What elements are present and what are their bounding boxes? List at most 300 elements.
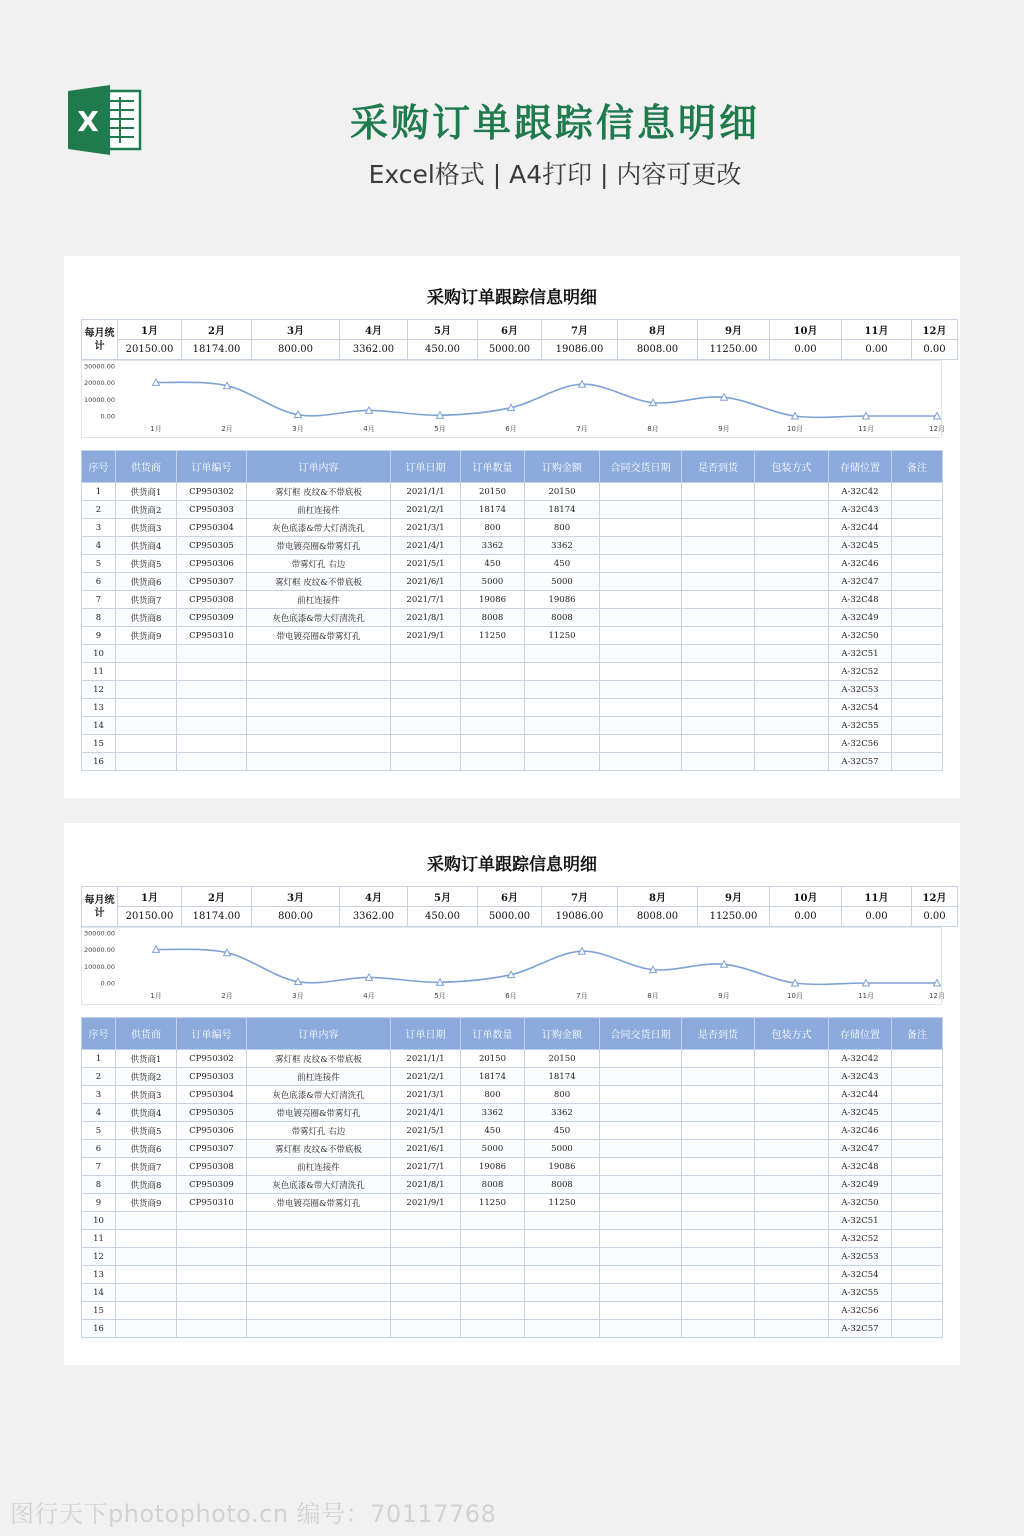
table-cell[interactable]: 8008 xyxy=(461,1176,525,1194)
table-cell[interactable]: 2021/6/1 xyxy=(391,1140,461,1158)
table-cell[interactable] xyxy=(600,1212,682,1230)
table-cell[interactable] xyxy=(682,609,755,627)
table-cell[interactable] xyxy=(391,753,461,771)
table-cell[interactable]: CP950310 xyxy=(177,1194,247,1212)
table-cell[interactable] xyxy=(600,1248,682,1266)
table-cell[interactable]: 带雾灯孔 右边 xyxy=(247,1122,391,1140)
table-cell[interactable]: A-32C54 xyxy=(829,699,892,717)
table-cell[interactable] xyxy=(892,501,943,519)
table-cell[interactable] xyxy=(391,1320,461,1338)
table-cell[interactable]: 供货商1 xyxy=(116,1050,177,1068)
table-cell[interactable] xyxy=(461,1248,525,1266)
table-cell[interactable]: 800 xyxy=(525,519,600,537)
table-cell[interactable]: CP950302 xyxy=(177,1050,247,1068)
table-cell[interactable] xyxy=(682,699,755,717)
table-cell[interactable] xyxy=(755,609,829,627)
table-cell[interactable]: 2021/9/1 xyxy=(391,627,461,645)
table-cell[interactable]: A-32C42 xyxy=(829,1050,892,1068)
table-cell[interactable] xyxy=(247,1230,391,1248)
table-cell[interactable]: 带电镀亮圈&带雾灯孔 xyxy=(247,1104,391,1122)
table-cell[interactable]: 供货商8 xyxy=(116,609,177,627)
table-cell[interactable] xyxy=(892,1050,943,1068)
table-cell[interactable] xyxy=(682,1068,755,1086)
table-cell[interactable] xyxy=(600,717,682,735)
table-cell[interactable] xyxy=(461,1212,525,1230)
table-cell[interactable]: A-32C57 xyxy=(829,1320,892,1338)
table-cell[interactable] xyxy=(525,1248,600,1266)
table-cell[interactable] xyxy=(755,1140,829,1158)
table-cell[interactable]: 6 xyxy=(82,1140,116,1158)
table-cell[interactable]: 供货商4 xyxy=(116,1104,177,1122)
table-cell[interactable]: 18174 xyxy=(525,501,600,519)
table-cell[interactable] xyxy=(755,1194,829,1212)
table-cell[interactable]: 灰色底漆&带大灯清洗孔 xyxy=(247,609,391,627)
table-cell[interactable] xyxy=(177,717,247,735)
table-cell[interactable] xyxy=(892,1122,943,1140)
table-cell[interactable]: CP950304 xyxy=(177,519,247,537)
table-cell[interactable] xyxy=(682,1284,755,1302)
table-cell[interactable] xyxy=(177,699,247,717)
table-cell[interactable] xyxy=(600,555,682,573)
table-cell[interactable] xyxy=(892,1194,943,1212)
table-cell[interactable] xyxy=(177,1230,247,1248)
table-cell[interactable] xyxy=(755,591,829,609)
table-cell[interactable]: 供货商1 xyxy=(116,483,177,501)
table-cell[interactable] xyxy=(682,1302,755,1320)
table-cell[interactable] xyxy=(755,1248,829,1266)
table-cell[interactable]: 7 xyxy=(82,1158,116,1176)
table-cell[interactable] xyxy=(600,1302,682,1320)
table-cell[interactable] xyxy=(892,1248,943,1266)
table-cell[interactable] xyxy=(892,1266,943,1284)
table-cell[interactable]: 20150 xyxy=(461,483,525,501)
table-cell[interactable]: CP950305 xyxy=(177,1104,247,1122)
table-cell[interactable] xyxy=(682,591,755,609)
table-cell[interactable] xyxy=(391,717,461,735)
table-cell[interactable] xyxy=(755,1050,829,1068)
table-cell[interactable]: A-32C50 xyxy=(829,627,892,645)
table-cell[interactable] xyxy=(525,717,600,735)
table-cell[interactable] xyxy=(892,1158,943,1176)
table-cell[interactable]: 供货商7 xyxy=(116,591,177,609)
table-cell[interactable] xyxy=(247,699,391,717)
table-cell[interactable] xyxy=(682,1248,755,1266)
table-cell[interactable]: 450 xyxy=(461,1122,525,1140)
table-cell[interactable]: 前杠连接件 xyxy=(247,501,391,519)
table-cell[interactable]: A-32C56 xyxy=(829,1302,892,1320)
table-cell[interactable] xyxy=(892,483,943,501)
table-cell[interactable] xyxy=(247,1248,391,1266)
table-cell[interactable] xyxy=(116,645,177,663)
table-cell[interactable] xyxy=(461,1230,525,1248)
table-cell[interactable]: A-32C47 xyxy=(829,573,892,591)
table-cell[interactable] xyxy=(682,1194,755,1212)
table-cell[interactable]: 2021/7/1 xyxy=(391,1158,461,1176)
table-cell[interactable]: 11250 xyxy=(525,1194,600,1212)
table-cell[interactable] xyxy=(461,681,525,699)
table-cell[interactable] xyxy=(682,483,755,501)
table-cell[interactable]: 11 xyxy=(82,663,116,681)
table-cell[interactable]: 19086 xyxy=(461,1158,525,1176)
table-cell[interactable] xyxy=(391,699,461,717)
table-cell[interactable]: 雾灯框 皮纹&不带底板 xyxy=(247,1140,391,1158)
table-cell[interactable] xyxy=(525,663,600,681)
table-cell[interactable]: 5000 xyxy=(461,1140,525,1158)
table-cell[interactable]: 450 xyxy=(525,555,600,573)
table-cell[interactable] xyxy=(600,1086,682,1104)
table-cell[interactable] xyxy=(116,1266,177,1284)
table-cell[interactable] xyxy=(177,1212,247,1230)
table-cell[interactable]: 16 xyxy=(82,1320,116,1338)
table-cell[interactable]: CP950310 xyxy=(177,627,247,645)
table-cell[interactable] xyxy=(682,627,755,645)
table-cell[interactable] xyxy=(755,537,829,555)
table-cell[interactable]: 供货商9 xyxy=(116,627,177,645)
table-cell[interactable] xyxy=(682,1158,755,1176)
table-cell[interactable] xyxy=(525,1320,600,1338)
table-cell[interactable] xyxy=(600,1068,682,1086)
table-cell[interactable]: CP950303 xyxy=(177,1068,247,1086)
table-cell[interactable] xyxy=(892,627,943,645)
table-cell[interactable] xyxy=(525,1284,600,1302)
table-cell[interactable]: A-32C45 xyxy=(829,1104,892,1122)
table-cell[interactable]: 12 xyxy=(82,681,116,699)
table-cell[interactable]: A-32C51 xyxy=(829,645,892,663)
table-cell[interactable] xyxy=(755,483,829,501)
table-cell[interactable]: 供货商3 xyxy=(116,519,177,537)
table-cell[interactable] xyxy=(461,1284,525,1302)
table-cell[interactable]: 18174 xyxy=(461,501,525,519)
table-cell[interactable] xyxy=(461,663,525,681)
table-cell[interactable] xyxy=(892,537,943,555)
table-cell[interactable]: CP950303 xyxy=(177,501,247,519)
table-cell[interactable]: A-32C42 xyxy=(829,483,892,501)
table-cell[interactable] xyxy=(116,735,177,753)
table-cell[interactable]: 11250 xyxy=(525,627,600,645)
table-cell[interactable]: 前杠连接件 xyxy=(247,591,391,609)
table-cell[interactable] xyxy=(247,663,391,681)
table-cell[interactable]: CP950309 xyxy=(177,1176,247,1194)
table-cell[interactable] xyxy=(525,1212,600,1230)
table-cell[interactable] xyxy=(600,537,682,555)
table-cell[interactable]: 带雾灯孔 右边 xyxy=(247,555,391,573)
table-cell[interactable]: CP950305 xyxy=(177,537,247,555)
table-cell[interactable] xyxy=(892,681,943,699)
table-cell[interactable]: 3362 xyxy=(461,537,525,555)
table-cell[interactable]: 2021/3/1 xyxy=(391,519,461,537)
table-cell[interactable] xyxy=(892,645,943,663)
table-cell[interactable]: 灰色底漆&带大灯清洗孔 xyxy=(247,1176,391,1194)
table-cell[interactable]: 供货商7 xyxy=(116,1158,177,1176)
table-cell[interactable]: A-32C47 xyxy=(829,1140,892,1158)
table-cell[interactable]: 10 xyxy=(82,645,116,663)
table-cell[interactable]: 2021/4/1 xyxy=(391,537,461,555)
table-cell[interactable]: 前杠连接件 xyxy=(247,1158,391,1176)
table-cell[interactable]: 14 xyxy=(82,717,116,735)
table-cell[interactable] xyxy=(600,1122,682,1140)
table-cell[interactable]: 供货商6 xyxy=(116,573,177,591)
table-cell[interactable]: 13 xyxy=(82,699,116,717)
table-cell[interactable]: 供货商8 xyxy=(116,1176,177,1194)
table-cell[interactable]: 6 xyxy=(82,573,116,591)
table-cell[interactable] xyxy=(892,591,943,609)
table-cell[interactable] xyxy=(892,555,943,573)
table-cell[interactable] xyxy=(525,1302,600,1320)
table-cell[interactable]: 5000 xyxy=(525,1140,600,1158)
table-cell[interactable] xyxy=(755,1212,829,1230)
table-cell[interactable] xyxy=(177,663,247,681)
table-cell[interactable]: CP950302 xyxy=(177,483,247,501)
table-cell[interactable]: A-32C55 xyxy=(829,717,892,735)
table-cell[interactable]: 11250 xyxy=(461,1194,525,1212)
table-cell[interactable]: 11250 xyxy=(461,627,525,645)
table-cell[interactable] xyxy=(892,1320,943,1338)
table-cell[interactable] xyxy=(682,519,755,537)
table-cell[interactable] xyxy=(892,1086,943,1104)
table-cell[interactable] xyxy=(755,555,829,573)
table-cell[interactable]: 2021/8/1 xyxy=(391,1176,461,1194)
table-cell[interactable] xyxy=(116,1212,177,1230)
table-cell[interactable]: 2021/4/1 xyxy=(391,1104,461,1122)
table-cell[interactable] xyxy=(682,1140,755,1158)
table-cell[interactable] xyxy=(391,1266,461,1284)
table-cell[interactable] xyxy=(682,1230,755,1248)
table-cell[interactable] xyxy=(177,681,247,699)
table-cell[interactable] xyxy=(755,735,829,753)
table-cell[interactable] xyxy=(600,627,682,645)
table-cell[interactable] xyxy=(755,1230,829,1248)
table-cell[interactable] xyxy=(755,1284,829,1302)
table-cell[interactable]: A-32C49 xyxy=(829,609,892,627)
table-cell[interactable]: A-32C46 xyxy=(829,1122,892,1140)
table-cell[interactable] xyxy=(600,1284,682,1302)
table-cell[interactable] xyxy=(892,519,943,537)
table-cell[interactable] xyxy=(600,519,682,537)
table-cell[interactable] xyxy=(682,1266,755,1284)
table-cell[interactable] xyxy=(755,501,829,519)
table-cell[interactable] xyxy=(461,735,525,753)
table-cell[interactable] xyxy=(247,1302,391,1320)
table-cell[interactable] xyxy=(116,1284,177,1302)
table-cell[interactable]: CP950308 xyxy=(177,591,247,609)
table-cell[interactable]: A-32C55 xyxy=(829,1284,892,1302)
table-cell[interactable] xyxy=(755,1158,829,1176)
table-cell[interactable]: 3362 xyxy=(461,1104,525,1122)
table-cell[interactable]: CP950309 xyxy=(177,609,247,627)
table-cell[interactable] xyxy=(525,1266,600,1284)
table-cell[interactable] xyxy=(461,1302,525,1320)
table-cell[interactable] xyxy=(116,1302,177,1320)
table-cell[interactable]: 9 xyxy=(82,1194,116,1212)
table-cell[interactable] xyxy=(525,681,600,699)
table-cell[interactable] xyxy=(892,1068,943,1086)
table-cell[interactable] xyxy=(525,753,600,771)
table-cell[interactable]: 供货商2 xyxy=(116,501,177,519)
table-cell[interactable]: 2 xyxy=(82,1068,116,1086)
table-cell[interactable] xyxy=(892,735,943,753)
table-cell[interactable] xyxy=(461,645,525,663)
table-cell[interactable]: 供货商6 xyxy=(116,1140,177,1158)
table-cell[interactable]: 19086 xyxy=(461,591,525,609)
table-cell[interactable] xyxy=(600,1320,682,1338)
table-cell[interactable]: 3 xyxy=(82,519,116,537)
table-cell[interactable] xyxy=(682,717,755,735)
table-cell[interactable]: A-32C44 xyxy=(829,519,892,537)
table-cell[interactable] xyxy=(391,663,461,681)
table-cell[interactable]: A-32C45 xyxy=(829,537,892,555)
table-cell[interactable] xyxy=(461,717,525,735)
table-cell[interactable] xyxy=(116,699,177,717)
table-cell[interactable] xyxy=(892,1230,943,1248)
table-cell[interactable]: 15 xyxy=(82,735,116,753)
table-cell[interactable]: 3362 xyxy=(525,537,600,555)
table-cell[interactable]: 前杠连接件 xyxy=(247,1068,391,1086)
table-cell[interactable] xyxy=(682,1176,755,1194)
table-cell[interactable]: 8 xyxy=(82,609,116,627)
table-cell[interactable] xyxy=(600,1158,682,1176)
table-cell[interactable]: 20150 xyxy=(525,1050,600,1068)
table-cell[interactable]: 3362 xyxy=(525,1104,600,1122)
table-cell[interactable] xyxy=(892,1104,943,1122)
table-cell[interactable] xyxy=(525,645,600,663)
table-cell[interactable]: 5 xyxy=(82,1122,116,1140)
table-cell[interactable]: CP950307 xyxy=(177,573,247,591)
table-cell[interactable] xyxy=(600,1266,682,1284)
table-cell[interactable] xyxy=(755,1266,829,1284)
table-cell[interactable] xyxy=(177,645,247,663)
table-cell[interactable] xyxy=(600,1194,682,1212)
table-cell[interactable] xyxy=(682,663,755,681)
table-cell[interactable] xyxy=(892,663,943,681)
table-cell[interactable] xyxy=(600,1104,682,1122)
table-cell[interactable] xyxy=(391,681,461,699)
table-cell[interactable] xyxy=(682,537,755,555)
table-cell[interactable]: 带电镀亮圈&带雾灯孔 xyxy=(247,537,391,555)
table-cell[interactable] xyxy=(247,645,391,663)
table-cell[interactable] xyxy=(755,663,829,681)
table-cell[interactable] xyxy=(461,1266,525,1284)
table-cell[interactable] xyxy=(755,699,829,717)
table-cell[interactable]: 4 xyxy=(82,537,116,555)
table-cell[interactable] xyxy=(247,717,391,735)
table-cell[interactable]: 10 xyxy=(82,1212,116,1230)
table-cell[interactable] xyxy=(682,1050,755,1068)
table-cell[interactable] xyxy=(600,573,682,591)
table-cell[interactable] xyxy=(682,1104,755,1122)
table-cell[interactable]: 12 xyxy=(82,1248,116,1266)
table-cell[interactable] xyxy=(755,645,829,663)
table-cell[interactable] xyxy=(247,1212,391,1230)
table-cell[interactable]: 13 xyxy=(82,1266,116,1284)
table-cell[interactable]: 15 xyxy=(82,1302,116,1320)
table-cell[interactable] xyxy=(177,1248,247,1266)
table-cell[interactable] xyxy=(892,573,943,591)
table-cell[interactable]: 800 xyxy=(461,519,525,537)
table-cell[interactable] xyxy=(682,573,755,591)
table-cell[interactable] xyxy=(247,753,391,771)
table-cell[interactable] xyxy=(461,1320,525,1338)
table-cell[interactable]: 2021/2/1 xyxy=(391,1068,461,1086)
table-cell[interactable] xyxy=(755,1320,829,1338)
table-cell[interactable] xyxy=(892,753,943,771)
table-cell[interactable]: 2 xyxy=(82,501,116,519)
table-cell[interactable]: 雾灯框 皮纹&不带底板 xyxy=(247,1050,391,1068)
table-cell[interactable] xyxy=(755,1302,829,1320)
table-cell[interactable] xyxy=(755,519,829,537)
table-cell[interactable]: A-32C57 xyxy=(829,753,892,771)
table-cell[interactable] xyxy=(600,645,682,663)
table-cell[interactable]: 14 xyxy=(82,1284,116,1302)
table-cell[interactable]: 18174 xyxy=(461,1068,525,1086)
table-cell[interactable] xyxy=(892,1176,943,1194)
table-cell[interactable]: 1 xyxy=(82,1050,116,1068)
table-cell[interactable]: 8008 xyxy=(525,609,600,627)
table-cell[interactable]: 8008 xyxy=(525,1176,600,1194)
table-cell[interactable]: A-32C52 xyxy=(829,663,892,681)
table-cell[interactable]: A-32C51 xyxy=(829,1212,892,1230)
table-cell[interactable] xyxy=(525,735,600,753)
table-cell[interactable]: 5 xyxy=(82,555,116,573)
table-cell[interactable] xyxy=(600,1050,682,1068)
table-cell[interactable] xyxy=(177,1284,247,1302)
table-cell[interactable] xyxy=(600,1176,682,1194)
table-cell[interactable] xyxy=(116,1320,177,1338)
table-cell[interactable] xyxy=(391,1284,461,1302)
table-cell[interactable]: A-32C43 xyxy=(829,501,892,519)
table-cell[interactable] xyxy=(755,1086,829,1104)
table-cell[interactable] xyxy=(892,1140,943,1158)
table-cell[interactable]: 2021/5/1 xyxy=(391,1122,461,1140)
table-cell[interactable]: A-32C49 xyxy=(829,1176,892,1194)
table-cell[interactable]: A-32C56 xyxy=(829,735,892,753)
table-cell[interactable]: A-32C53 xyxy=(829,681,892,699)
table-cell[interactable]: 2021/8/1 xyxy=(391,609,461,627)
table-cell[interactable] xyxy=(247,1266,391,1284)
table-cell[interactable]: 5000 xyxy=(525,573,600,591)
table-cell[interactable] xyxy=(247,681,391,699)
table-cell[interactable]: 供货商3 xyxy=(116,1086,177,1104)
table-cell[interactable] xyxy=(600,753,682,771)
table-cell[interactable]: 供货商2 xyxy=(116,1068,177,1086)
table-cell[interactable] xyxy=(525,1230,600,1248)
table-cell[interactable] xyxy=(600,501,682,519)
table-cell[interactable]: 1 xyxy=(82,483,116,501)
table-cell[interactable] xyxy=(600,483,682,501)
table-cell[interactable] xyxy=(391,735,461,753)
table-cell[interactable] xyxy=(391,645,461,663)
table-cell[interactable]: A-32C50 xyxy=(829,1194,892,1212)
table-cell[interactable]: 灰色底漆&带大灯清洗孔 xyxy=(247,519,391,537)
table-cell[interactable]: 带电镀亮圈&带雾灯孔 xyxy=(247,1194,391,1212)
table-cell[interactable]: 11 xyxy=(82,1230,116,1248)
table-cell[interactable]: A-32C44 xyxy=(829,1086,892,1104)
table-cell[interactable]: 供货商5 xyxy=(116,1122,177,1140)
table-cell[interactable]: 450 xyxy=(461,555,525,573)
table-cell[interactable] xyxy=(461,699,525,717)
table-cell[interactable] xyxy=(247,1284,391,1302)
table-cell[interactable]: 2021/1/1 xyxy=(391,1050,461,1068)
table-cell[interactable] xyxy=(892,699,943,717)
table-cell[interactable] xyxy=(177,1266,247,1284)
table-cell[interactable] xyxy=(755,627,829,645)
table-cell[interactable] xyxy=(892,609,943,627)
table-cell[interactable] xyxy=(892,717,943,735)
table-cell[interactable]: 4 xyxy=(82,1104,116,1122)
table-cell[interactable] xyxy=(755,1068,829,1086)
table-cell[interactable] xyxy=(116,663,177,681)
table-cell[interactable] xyxy=(247,735,391,753)
table-cell[interactable]: 雾灯框 皮纹&不带底板 xyxy=(247,483,391,501)
